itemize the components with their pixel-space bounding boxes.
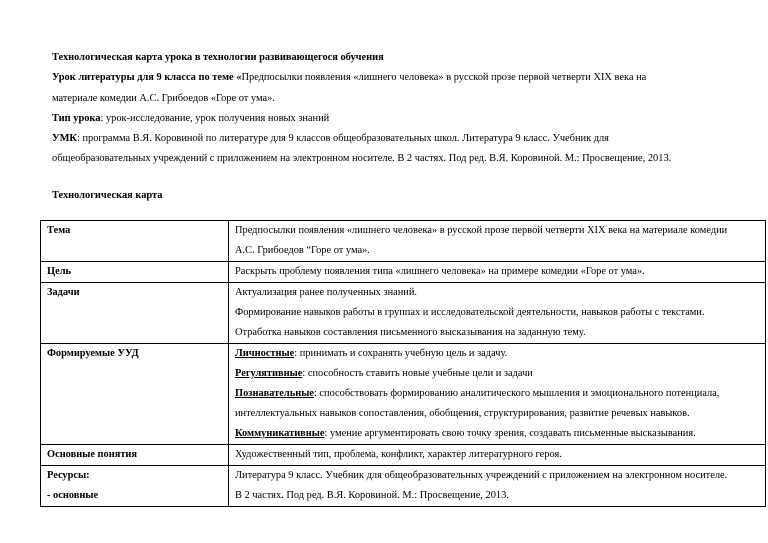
topic-line-2: А.С. Грибоедов “Горе от ума». — [235, 245, 370, 256]
concepts-label-cell — [41, 445, 229, 466]
personal-label: Личностные — [235, 348, 295, 359]
umk-line — [52, 132, 752, 145]
resources-label: Ресурсы: — [47, 470, 90, 481]
communicative-text: : умение аргументировать свою точку зрения, создавать письменные высказывания. — [324, 428, 696, 439]
uud-communicative — [235, 424, 759, 444]
umk-text-2: общеобразовательных учреждений с приложением на электронном носителе. В 2 частях. Под ред. В.Я. Коровиной. М.: Просвещение, 2013. — [52, 153, 672, 164]
table-row-resources — [41, 466, 766, 507]
uud-personal — [235, 344, 759, 364]
resources-sub-label: - основные — [47, 490, 99, 501]
resources-label-cell — [41, 466, 229, 507]
goal-label: Цель — [47, 266, 72, 277]
uud-label-cell — [41, 344, 229, 445]
tasks-label-cell — [41, 283, 229, 344]
uud-cell — [229, 344, 766, 445]
table-row-topic — [41, 221, 766, 262]
lesson-text-1: Предпосылки появления «лишнего человека» в русской прозе первой четверти XIX века на — [241, 72, 647, 83]
lesson-type-text: : урок-исследование, урок получения новых знаний — [100, 113, 330, 124]
communicative-label: Коммуникативные — [235, 428, 325, 439]
cognitive-text-1: : способствовать формированию аналитического мышления и эмоционального потенциала, — [313, 388, 720, 399]
task-1: Актуализация ранее полученных знаний. — [235, 287, 418, 298]
concepts-label: Основные понятия — [47, 449, 138, 460]
umk-label: УМК — [52, 133, 77, 144]
table-row-goal — [41, 262, 766, 283]
uud-cognitive — [235, 384, 759, 404]
table-row-tasks — [41, 283, 766, 344]
topic-line-1: Предпосылки появления «лишнего человека» в русской прозе первой четверти XIX века на материале комедии — [235, 225, 728, 236]
umk-text-1: : программа В.Я. Коровиной по литературе для 9 классов общеобразовательных школ. Литература 9 класс. Учебник для — [76, 133, 609, 144]
lesson-text-2: материале комедии А.С. Грибоедов «Горе от ума». — [52, 93, 275, 104]
cognitive-text-2: интеллектуальных навыков сопоставления, обобщения, структурирования, развитие речевых навыков. — [235, 408, 690, 419]
document-title: Технологическая карта урока в технологии развивающегося обучения — [52, 52, 384, 63]
goal-text: Раскрыть проблему появления типа «лишнего человека» на примере комедии «Горе от ума». — [235, 266, 645, 277]
tasks-label: Задачи — [47, 287, 80, 298]
personal-text: : принимать и сохранять учебную цель и задачу. — [294, 348, 508, 359]
lesson-map-table — [40, 220, 766, 507]
resources-line-2: В 2 частях. Под ред. В.Я. Коровиной. М.: Просвещение, 2013. — [235, 490, 509, 501]
lesson-type-label: Тип урока — [52, 113, 101, 124]
resources-cell — [229, 466, 766, 507]
table-row-concepts — [41, 445, 766, 466]
topic-cell — [229, 221, 766, 262]
topic-label-cell — [41, 221, 229, 262]
goal-label-cell — [41, 262, 229, 283]
goal-cell — [229, 262, 766, 283]
lesson-type-line — [52, 112, 752, 125]
lesson-line — [52, 71, 752, 84]
concepts-cell — [229, 445, 766, 466]
concepts-text: Художественный тип, проблема, конфликт, характер литературного героя. — [235, 449, 562, 460]
task-2: Формирование навыков работы в группах и исследовательской деятельности, навыков работы с текстами. — [235, 307, 705, 318]
uud-regulatory — [235, 364, 759, 384]
resources-line-1: Литература 9 класс. Учебник для общеобразовательных учреждений с приложением на электронном носителе. — [235, 470, 728, 481]
table-row-uud — [41, 344, 766, 445]
uud-label: Формируемые УУД — [47, 348, 139, 359]
task-3: Отработка навыков составления письменного высказывания на заданную тему. — [235, 327, 586, 338]
regulatory-label: Регулятивные — [235, 368, 303, 379]
regulatory-text: : способность ставить новые учебные цели и задачи — [302, 368, 533, 379]
lesson-label: Урок литературы для 9 класса по теме « — [52, 72, 242, 83]
section-title: Технологическая карта — [52, 190, 163, 201]
tasks-cell — [229, 283, 766, 344]
cognitive-label: Познавательные — [235, 388, 314, 399]
topic-label: Тема — [47, 225, 71, 236]
